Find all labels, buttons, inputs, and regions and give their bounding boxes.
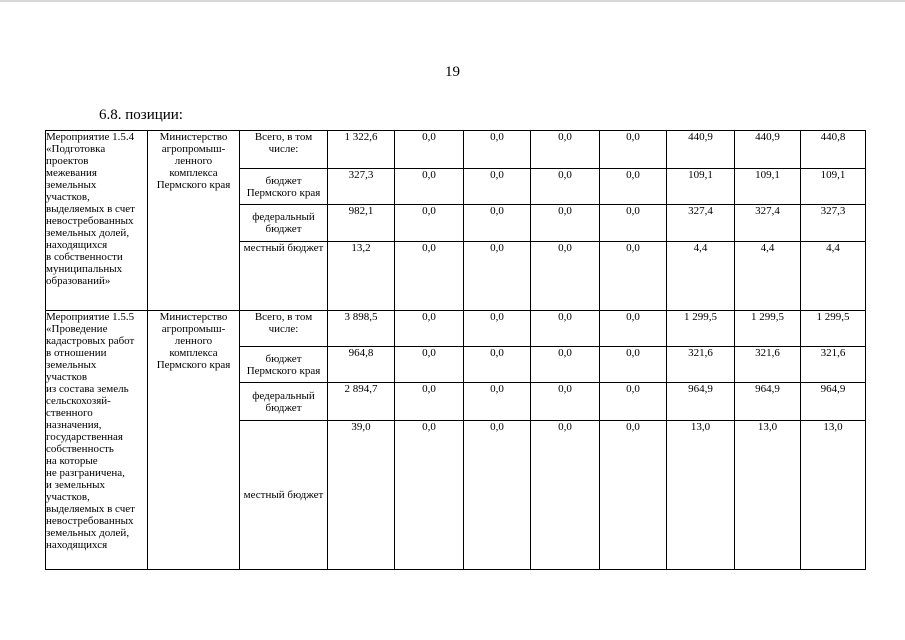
amount-cell: 964,9 [801,383,866,421]
amount-cell: 1 322,6 [328,131,395,169]
amount-cell: 4,4 [735,242,801,311]
amount-cell: 0,0 [395,383,464,421]
amount-cell: 0,0 [600,169,667,205]
amount-cell: 13,2 [328,242,395,311]
action-name-line: невостребованных [46,515,134,527]
amount-cell: 0,0 [531,131,600,169]
action-name-line: участков, [46,191,90,203]
amount-cell: 327,3 [801,205,866,242]
amount-cell: 0,0 [531,311,600,347]
action-name-line: на которые [46,455,98,467]
action-name-line: в отношении [46,347,107,359]
action-name-line: «Подготовка [46,143,106,155]
amount-cell: 440,8 [801,131,866,169]
funding-source-line: Всего, в том [254,311,313,323]
page-number: 19 [445,64,460,80]
action-name-cell [46,311,148,570]
funding-source-line: федеральный [252,211,315,223]
amount-cell: 0,0 [531,205,600,242]
action-name-line: земельных долей, [46,227,130,239]
action-name-line: Мероприятие 1.5.5 [46,311,135,323]
amount-cell: 0,0 [395,242,464,311]
funding-source-line: бюджет [265,174,302,187]
funding-source-cell [240,242,328,311]
action-name-line: выделяемых в счет [46,503,135,515]
amount-cell: 0,0 [531,169,600,205]
responsible-line: агропромыш- [161,143,226,155]
action-name-cell [46,131,148,311]
amount-cell: 0,0 [531,383,600,421]
funding-source-line: местный бюджет [243,489,324,501]
amount-cell: 4,4 [801,242,866,311]
action-name-line: кадастровых работ [46,335,135,347]
responsible-line: комплекса [169,347,218,359]
amount-cell: 0,0 [395,347,464,383]
funding-source-line: бюджет [265,352,302,365]
action-name-line: «Проведение [46,323,108,335]
amount-cell: 440,9 [735,131,801,169]
action-name-line: невостребованных [46,215,134,227]
responsible-line: ленного [174,155,213,167]
amount-cell: 39,0 [328,421,395,570]
amount-cell: 0,0 [464,242,531,311]
amount-cell: 1 299,5 [735,311,801,347]
amount-cell: 440,9 [667,131,735,169]
amount-cell: 0,0 [395,205,464,242]
responsible-line: Министерство [159,131,228,143]
action-name-line: находящихся [46,539,108,551]
funding-source-cell [240,205,328,242]
action-name-line: назначения, [46,419,102,431]
amount-cell: 0,0 [531,421,600,570]
amount-cell: 327,3 [328,169,395,205]
amount-cell: 0,0 [464,421,531,570]
action-name-line: межевания [46,167,97,179]
amount-cell: 4,4 [667,242,735,311]
amount-cell: 0,0 [464,169,531,205]
action-name-line: проектов [46,155,89,167]
action-name-line: находящихся [46,239,108,251]
funding-source-line: местный бюджет [243,242,324,254]
budget-table [45,130,866,570]
responsible-line: ленного [174,335,213,347]
funding-source-cell [240,169,328,205]
action-name-line: не разграничена, [46,467,125,479]
responsible-line: Министерство [159,311,228,323]
funding-source-line: бюджет [265,223,302,235]
section-title: 6.8. позиции: [99,107,183,123]
amount-cell: 13,0 [735,421,801,570]
responsible-line: комплекса [169,167,218,179]
responsible-cell [148,131,240,311]
amount-cell: 2 894,7 [328,383,395,421]
action-name-line: участков, [46,491,90,503]
responsible-line: Пермского края [156,179,231,191]
action-name-line: земельных [46,179,97,191]
amount-cell: 1 299,5 [801,311,866,347]
amount-cell: 3 898,5 [328,311,395,347]
responsible-cell [148,311,240,570]
amount-cell: 0,0 [600,347,667,383]
amount-cell: 0,0 [395,311,464,347]
amount-cell: 964,9 [735,383,801,421]
action-name-line: ственного [46,407,93,419]
amount-cell: 327,4 [667,205,735,242]
amount-cell: 1 299,5 [667,311,735,347]
amount-cell: 109,1 [667,169,735,205]
amount-cell: 321,6 [801,347,866,383]
amount-cell: 0,0 [395,131,464,169]
action-name-line: собственность [46,443,114,455]
amount-cell: 109,1 [735,169,801,205]
scan-top-edge [0,0,905,2]
funding-source-cell [240,347,328,383]
amount-cell: 0,0 [600,311,667,347]
table-row [46,131,866,169]
amount-cell: 0,0 [395,169,464,205]
amount-cell: 321,6 [667,347,735,383]
funding-source-line: Всего, в том [254,131,313,143]
action-name-line: в собственности [46,251,123,263]
amount-cell: 13,0 [801,421,866,570]
amount-cell: 0,0 [464,131,531,169]
action-name-line: земельных долей, [46,527,130,539]
funding-source-cell [240,311,328,347]
amount-cell: 0,0 [600,242,667,311]
amount-cell: 0,0 [464,347,531,383]
amount-cell: 0,0 [600,131,667,169]
responsible-line: агропромыш- [161,323,226,335]
action-name-line: Мероприятие 1.5.4 [46,131,135,143]
amount-cell: 0,0 [600,205,667,242]
table-row [46,311,866,347]
amount-cell: 0,0 [531,347,600,383]
funding-source-cell [240,131,328,169]
amount-cell: 0,0 [464,205,531,242]
action-name-line: государственная [46,431,123,443]
funding-source-cell [240,421,328,570]
funding-source-line: бюджет [265,401,302,414]
action-name-line: и земельных [46,479,105,491]
funding-source-line: числе: [268,143,299,155]
funding-source-line: Пермского края [246,186,321,199]
amount-cell: 327,4 [735,205,801,242]
funding-source-cell [240,383,328,421]
amount-cell: 0,0 [464,311,531,347]
responsible-line: Пермского края [156,359,231,371]
amount-cell: 0,0 [464,383,531,421]
action-name-line: из состава земель [46,383,129,395]
action-name-line: участков [46,371,88,383]
action-name-line: сельскохозяй- [46,395,111,407]
action-name-line: выделяемых в счет [46,203,135,215]
amount-cell: 0,0 [395,421,464,570]
action-name-line: образований» [46,275,111,287]
amount-cell: 321,6 [735,347,801,383]
amount-cell: 13,0 [667,421,735,570]
action-name-line: муниципальных [46,263,123,275]
amount-cell: 964,9 [667,383,735,421]
amount-cell: 964,8 [328,347,395,383]
amount-cell: 0,0 [531,242,600,311]
amount-cell: 0,0 [600,383,667,421]
amount-cell: 982,1 [328,205,395,242]
funding-source-line: Пермского края [246,364,321,377]
amount-cell: 109,1 [801,169,866,205]
funding-source-line: числе: [268,323,299,335]
action-name-line: земельных [46,359,97,371]
amount-cell: 0,0 [600,421,667,570]
funding-source-line: федеральный [252,389,315,402]
